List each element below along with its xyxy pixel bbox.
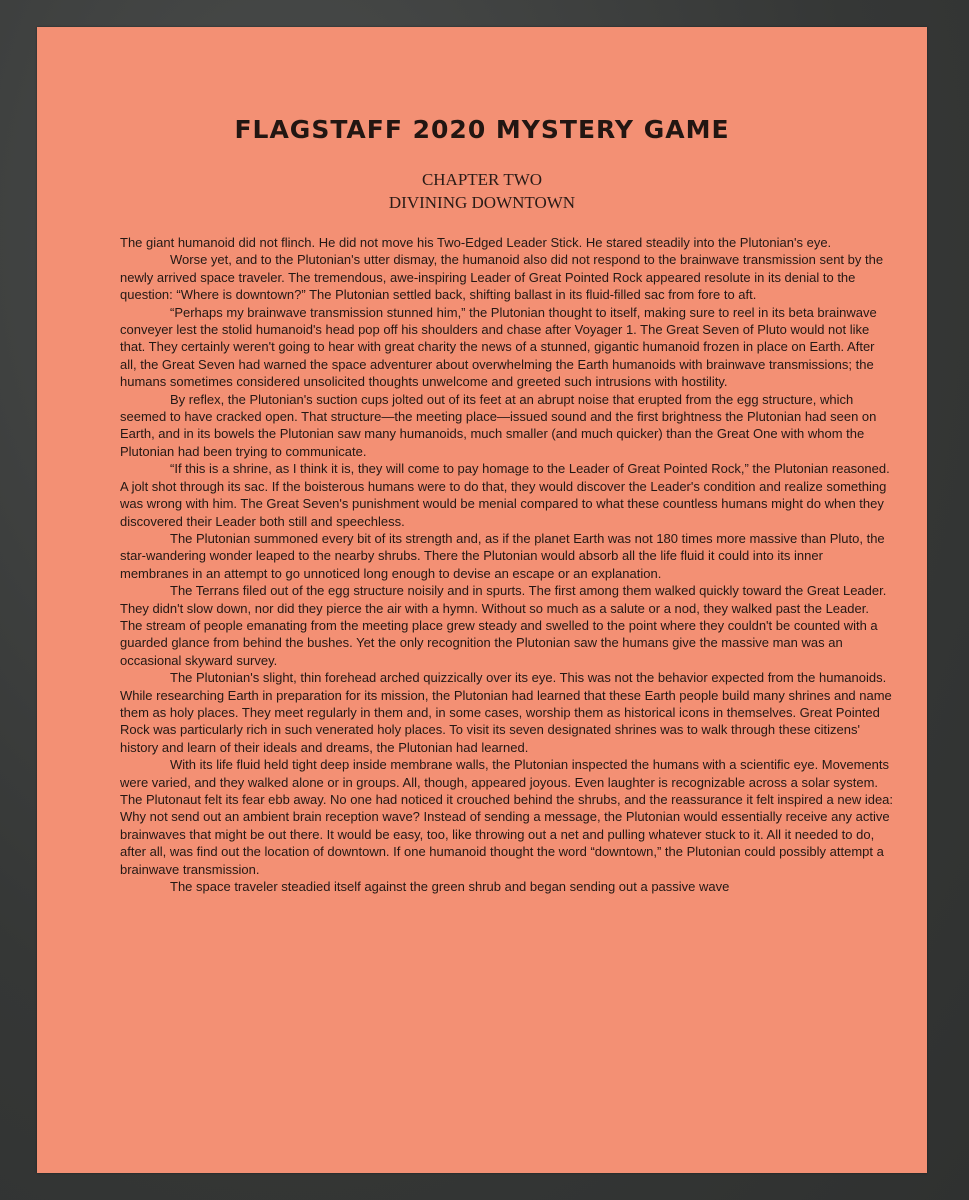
paragraph: Worse yet, and to the Plutonian's utter dismay, the humanoid also did not respond to the brainwave transmission sent by the newly arrived space traveler. The tremendous, awe-inspiring Leader of Great Pointed Rock appeared resolute in its denial to the question: “Where is downtown?” The Plutonian settled back, shifting ballast in its fluid-filled sac from fore to aft. [120,252,884,303]
chapter-heading [37,168,927,214]
paragraph: The giant humanoid did not flinch. He did not move his Two-Edged Leader Stick. He stared steadily into the Plutonian's eye. [120,235,832,250]
paragraph: “Perhaps my brainwave transmission stunned him,” the Plutonian thought to itself, making sure to reel in its beta brainwave conveyer lest the stolid humanoid's head pop off his shoulders and chase after Voyager 1. The Great Seven of Pluto would not like that. They certainly weren't going to hear with great charity the news of a stunned, gigantic humanoid frozen in place on Earth. After all, the Great Seven had warned the space adventurer about overwhelming the Earth humanoids with brainwave transmissions; the humans sometimes considered unsolicited thoughts unwelcome and greeted such intrusions with hostility. [120,304,877,390]
paragraph: “If this is a shrine, as I think it is, they will come to pay homage to the Leader of Great Pointed Rock,” the Plutonian reasoned. A jolt shot through its sac. If the boisterous humans were to do that, they would discover the Leader's condition and realize something was wrong with him. The Great Seven's punishment would be menial compared to what these countless humans might do when they discovered their Leader both still and speechless. [120,461,890,529]
paragraph: With its life fluid held tight deep inside membrane walls, the Plutonian inspected the humans with a scientific eye. Movements were varied, and they walked alone or in groups. All, though, appeared joyous. Even laughter is recognizable across a solar system. The Plutonaut felt its fear ebb away. No one had noticed it crouched behind the shrubs, and the reassurance it felt inspired a new idea: Why not send out an ambient brain reception wave? Instead of sending a message, the Plutonian would essentially receive any active brainwaves that might be out there. It would be easy, too, like throwing out a net and pulling whatever stuck to it. All it needed to do, after all, was find out the location of downtown. If one humanoid thought the word “downtown,” the Plutonian could possibly attempt a brainwave transmission. [120,757,894,877]
paragraph: The Plutonian summoned every bit of its strength and, as if the planet Earth was not 180 times more massive than Pluto, the star-wandering wonder leaped to the nearby shrubs. There the Plutonian would absorb all the life fluid it could into its inner membranes in an attempt to go unnoticed long enough to devise an escape or an explanation. [120,530,885,581]
chapter-body [120,234,894,895]
document-title: FLAGSTAFF 2020 MYSTERY GAME [234,115,730,144]
paragraph: By reflex, the Plutonian's suction cups jolted out of its feet at an abrupt noise that erupted from the egg structure, which seemed to have cracked open. That structure—the meeting place—issued sound and the first brightness the Plutonian had seen on Earth, and in its bowels the Plutonian saw many humanoids, much smaller (and much quicker) than the Great One with whom the Plutonian had been trying to communicate. [120,391,877,459]
paragraph: The space traveler steadied itself against the green shrub and began sending out a passive wave [170,879,730,895]
chapter-number: CHAPTER TWO [421,170,543,189]
paragraph: The Plutonian's slight, thin forehead arched quizzically over its eye. This was not the behavior expected from the humanoids. While researching Earth in preparation for its mission, the Plutonian had learned that these Earth people build many shrines and name them as holy places. They meet regularly in them and, in some cases, worship them as historical icons in themselves. Great Pointed Rock was particularly rich in such venerated holy places. To visit its seven designated shrines was to walk through these citizens' history and learn of their ideals and dreams, the Plutonian had learned. [120,670,892,755]
document-page [37,27,927,1173]
paragraph: The Terrans filed out of the egg structure noisily and in spurts. The first among them walked quickly toward the Great Leader. They didn't slow down, nor did they pierce the air with a hymn. Without so much as a salute or a nod, they walked past the Leader. The stream of people emanating from the meeting place grew steady and swelled to the point where they couldn't be counted with a guarded glance from behind the bushes. Yet the only recognition the Plutonian saw the humans give the massive man was an occasional skyward survey. [120,583,887,668]
chapter-title: DIVINING DOWNTOWN [388,193,576,212]
